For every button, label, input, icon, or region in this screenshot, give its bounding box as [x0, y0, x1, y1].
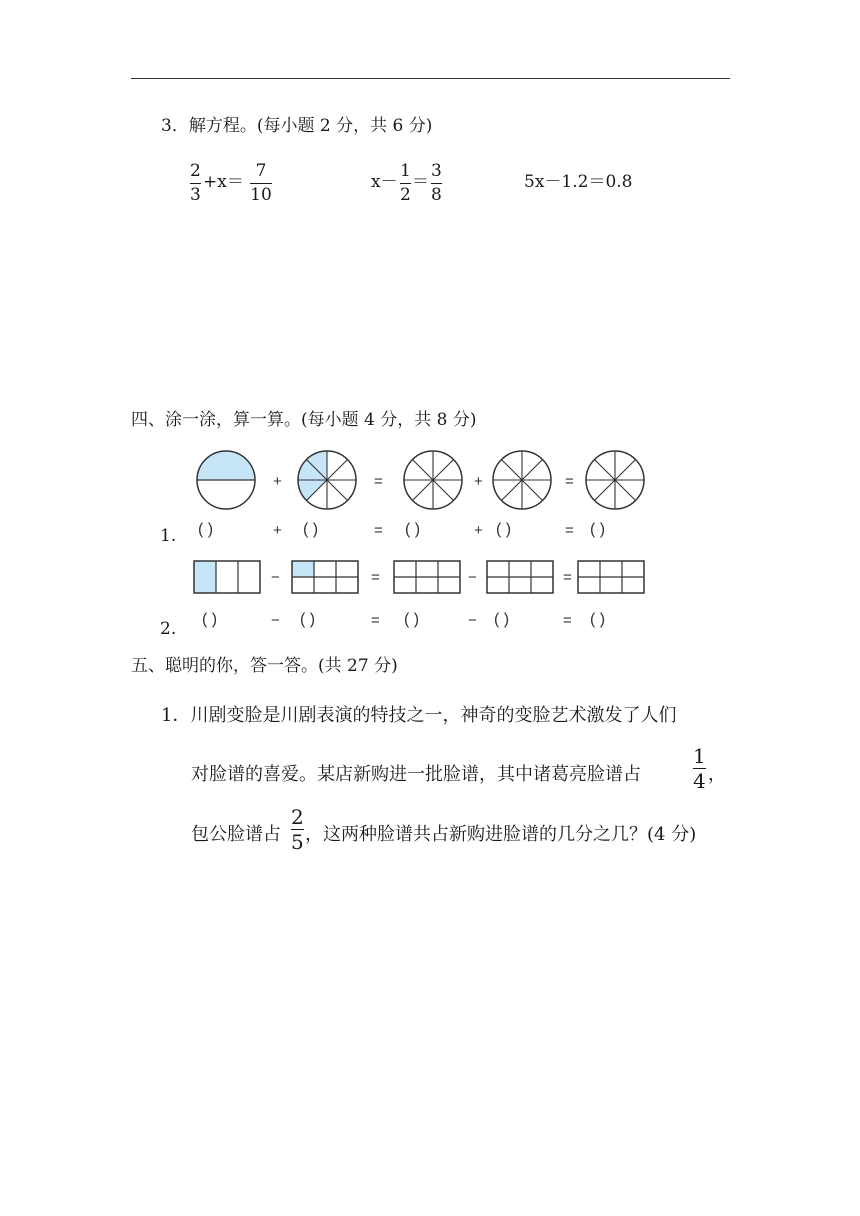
row1-answer-blank-4[interactable]: ( ): [496, 521, 512, 538]
row2-minus-1: −: [271, 569, 280, 586]
section5-heading: 五、聪明的你，答一答。(共 27 分): [131, 656, 398, 676]
numerator: 2: [190, 161, 201, 181]
row1-answer-plus-2: +: [474, 522, 483, 539]
row2-equals-1: =: [371, 569, 380, 586]
row1-answer-blank-1[interactable]: ( ): [198, 521, 214, 538]
q1-line-2: 对脸谱的喜爱。某店新购进一批脸谱，其中诸葛亮脸谱占: [191, 764, 641, 785]
q1-comma: ，: [708, 764, 726, 785]
row1-plus-1: +: [273, 473, 282, 490]
numerator: 1: [400, 161, 411, 181]
row2-answer-blank-5[interactable]: ( ): [590, 611, 606, 628]
row2-minus-2: −: [468, 569, 477, 586]
q1-fraction-1: [693, 746, 706, 791]
q3-heading: 3．解方程。(每小题 2 分，共 6 分): [161, 116, 433, 136]
eq2-lead: x－: [371, 172, 398, 192]
denominator: 8: [431, 185, 442, 205]
numerator: 7: [255, 161, 267, 181]
denominator: 5: [291, 830, 304, 854]
row1-equals-2: =: [565, 473, 574, 490]
row2-equals-2: =: [563, 569, 572, 586]
eq2-equals: ＝: [412, 172, 429, 192]
row2-answer-blank-1[interactable]: ( ): [202, 611, 218, 628]
row2-answer-equals-2: =: [563, 612, 572, 629]
denominator: 2: [400, 185, 411, 205]
row1-plus-2: +: [474, 473, 483, 490]
row2-answer-blank-3[interactable]: ( ): [404, 611, 420, 628]
rect-figure-4: [487, 561, 553, 593]
rect-figure-1: [194, 561, 260, 593]
denominator: 4: [693, 769, 706, 793]
rect-figure-5: [578, 561, 644, 593]
denominator: 10: [250, 185, 272, 205]
row1-answer-equals-2: =: [565, 522, 574, 539]
denominator: 3: [190, 185, 201, 205]
q1-line-3-end: ，这两种脸谱共占新购进脸谱的几分之几？(4 分): [305, 824, 697, 845]
numerator: 1: [693, 744, 706, 768]
item2-number: 2.: [160, 619, 177, 639]
row1-answer-blank-3[interactable]: ( ): [405, 521, 421, 538]
row1-answer-equals-1: =: [374, 522, 383, 539]
shaded-cell: [292, 561, 314, 577]
row2-answer-minus-2: −: [468, 612, 477, 629]
row1-answer-plus-1: +: [273, 522, 282, 539]
q1-line-1: 1．川剧变脸是川剧表演的特技之一，神奇的变脸艺术激发了人们: [161, 705, 677, 726]
row1-answer-blank-2[interactable]: ( ): [303, 521, 319, 538]
rect-figure-3: [394, 561, 460, 593]
shaded-cell: [194, 561, 216, 593]
q1-line-3-start: 包公脸谱占: [191, 824, 281, 845]
row2-answer-minus-1: −: [271, 612, 280, 629]
numerator: 2: [291, 805, 304, 829]
q1-fraction-2: [291, 807, 304, 852]
eq1-operator: +x＝: [203, 172, 244, 192]
row2-answer-equals-1: =: [371, 612, 380, 629]
rect-figure-2: [292, 561, 358, 593]
row2-answer-blank-4[interactable]: ( ): [494, 611, 510, 628]
section4-heading: 四、涂一涂，算一算。(每小题 4 分，共 8 分): [131, 410, 477, 430]
numerator: 3: [431, 161, 442, 181]
equation-3: 5x－1.2＝0.8: [524, 172, 633, 192]
item1-number: 1.: [160, 526, 177, 546]
row2-answer-blank-2[interactable]: ( ): [300, 611, 316, 628]
row1-answer-blank-5[interactable]: ( ): [590, 521, 606, 538]
row1-equals-1: =: [374, 473, 383, 490]
